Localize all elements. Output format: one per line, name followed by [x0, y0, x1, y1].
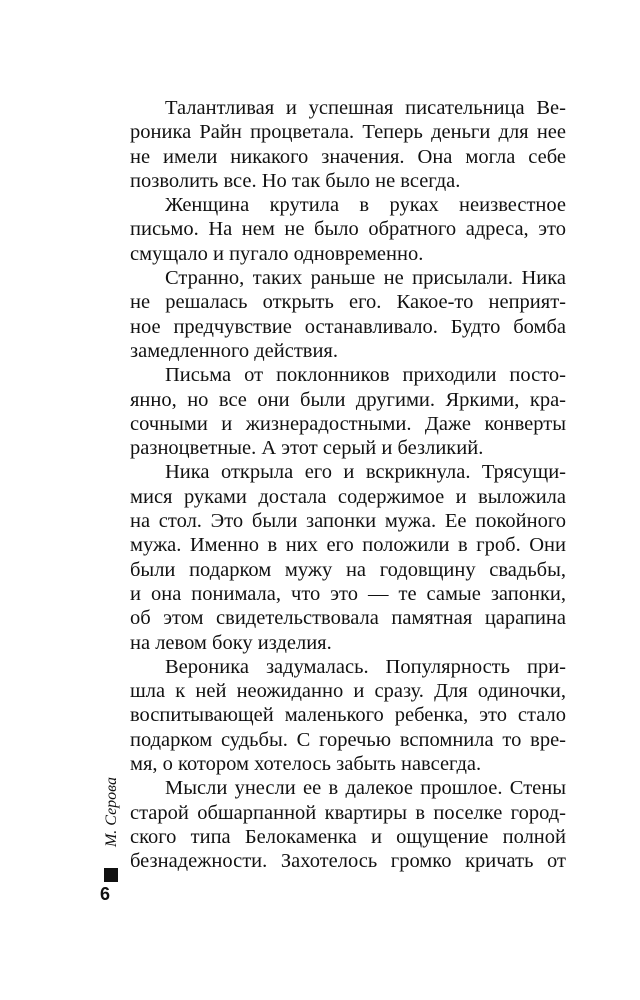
text-line: на левом боку изделия.	[130, 631, 332, 654]
text-line: Ника открыла его и вскрикнула. Трясущи-	[165, 461, 566, 484]
page-number: 6	[100, 884, 111, 904]
text-line: об этом свидетельствовала памятная царапина	[130, 607, 566, 630]
text-line: Талантливая и успешная писательница Ве-	[165, 97, 566, 119]
text-line: Письма от поклонников приходили посто-	[165, 364, 566, 387]
text-line: ное предчувствие останавливало. Будто бомба	[130, 315, 566, 338]
text-line: янно, но все они были другими. Яркими, кра-	[130, 388, 566, 411]
text-line: Странно, таких раньше не присылали. Ника	[165, 267, 566, 290]
text-line: письмо. На нем не было обратного адреса, это	[130, 218, 566, 241]
body-text	[130, 96, 566, 874]
text-line: замедленного действия.	[130, 339, 338, 362]
text-line: на стол. Это были запонки мужа. Ее покойного	[130, 510, 566, 533]
text-line: безнадежности. Захотелось громко кричать от	[130, 850, 566, 873]
text-line: воспитывающей маленького ребенка, это стало	[130, 704, 566, 727]
text-line: не решалась открыть его. Какое-то неприят-	[130, 291, 566, 314]
text-line: мя, о котором хотелось забыть навсегда.	[130, 753, 482, 776]
text-line: были подарком мужу на годовщину свадьбы,	[130, 558, 566, 581]
running-author: М. Серова	[103, 776, 120, 848]
text-line: мужа. Именно в них его положили в гроб. Они	[130, 534, 566, 557]
text-line: разноцветные. А этот серый и безликий.	[130, 437, 484, 460]
text-line: роника Райн процветала. Теперь деньги для нее	[130, 121, 566, 144]
text-line: подарком судьбы. С горечью вспомнила то вре-	[130, 728, 566, 751]
text-line: мися руками достала содержимое и выложила	[130, 485, 566, 508]
text-line: ского типа Белокаменка и ощущение полной	[130, 825, 566, 848]
text-line: смущало и пугало одновременно.	[130, 242, 424, 265]
text-line: Мысли унесли ее в далекое прошлое. Стены	[165, 777, 566, 800]
text-line: и она понимала, что это — те самые запонки,	[130, 582, 566, 605]
text-line: шла к ней неожиданно и сразу. Для одиночки,	[130, 680, 566, 703]
square-marker-icon	[104, 868, 118, 882]
text-line: Женщина крутила в руках неизвестное	[165, 194, 566, 217]
text-line: Вероника задумалась. Популярность при-	[165, 655, 566, 678]
text-line: позволить все. Но так было не всегда.	[130, 169, 461, 192]
text-line: не имели никакого значения. Она могла себе	[130, 145, 566, 168]
text-line: старой обшарпанной квартиры в поселке город-	[130, 801, 566, 824]
text-line: сочными и жизнерадостными. Даже конверты	[130, 412, 566, 435]
